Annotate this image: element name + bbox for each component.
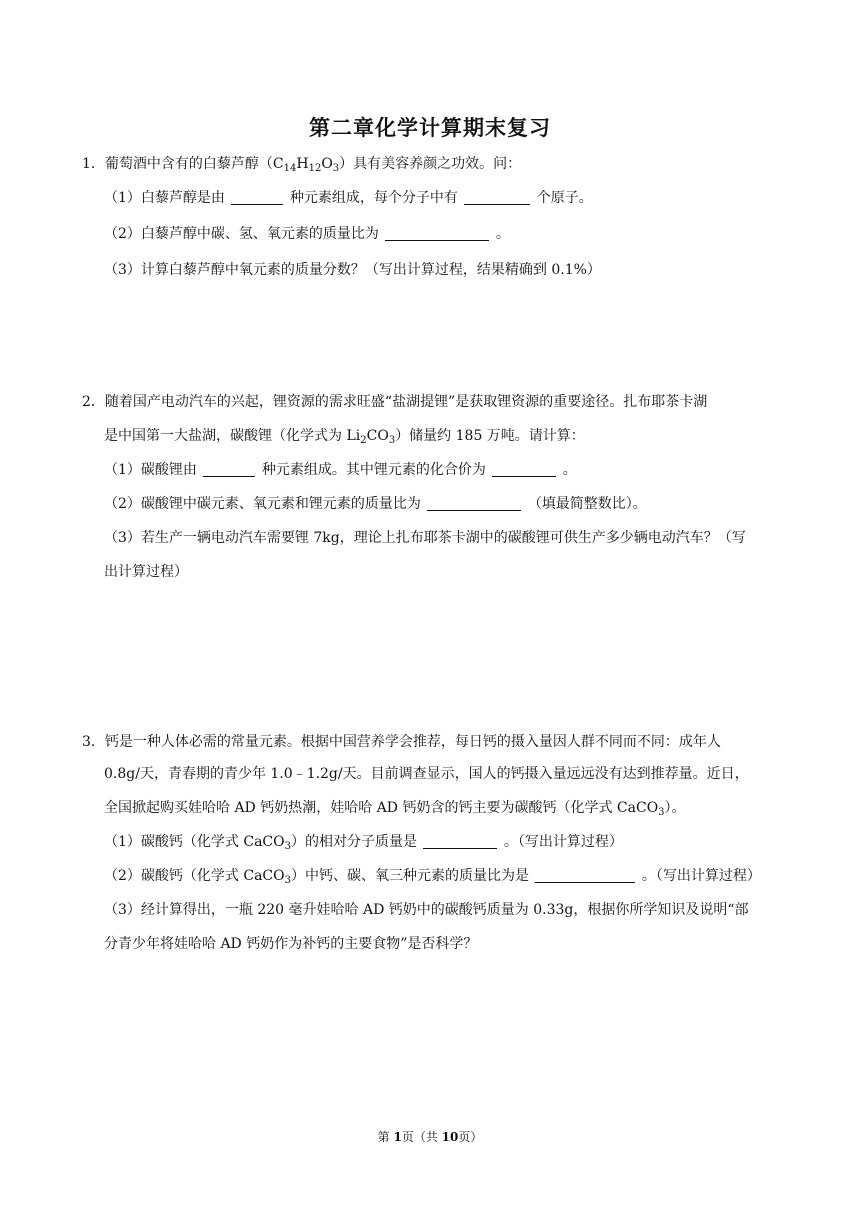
q3-part1: （1）碳酸钙（化学式 CaCO$_3$）的相对分子质量是 。（写出计算过程） — [104, 834, 623, 852]
q2-stem-line1: 2．随着国产电动汽车的兴起，锂资源的需求旺盛“盐湖提锂”是获取锂资源的重要途径。扎布耶茶卡湖 — [82, 394, 708, 410]
total-pages: 10 — [441, 1130, 459, 1144]
q2-part3-line1: （3）若生产一辆电动汽车需要锂 7kg，理论上扎布耶茶卡湖中的碳酸锂可供生产多少辆电动汽车？（写 — [104, 530, 746, 546]
current-page: 1 — [393, 1130, 402, 1144]
q2-blank-mass-ratio[interactable] — [427, 495, 521, 511]
q2-part2: （2）碳酸锂中碳元素、氧元素和锂元素的质量比为 （填最简整数比）。 — [104, 496, 647, 512]
q1-part3: （3）计算白藜芦醇中氧元素的质量分数？（写出计算过程，结果精确到 0.1%） — [104, 262, 601, 278]
q2-part1: （1）碳酸锂由 种元素组成。其中锂元素的化合价为 。 — [104, 462, 577, 478]
q3-part2: （2）碳酸钙（化学式 CaCO$_3$）中钙、碳、氧三种元素的质量比为是 。（写出计算过程） — [104, 868, 761, 886]
q1-blank-element-count[interactable] — [231, 189, 283, 205]
q3-blank-molar-mass[interactable] — [423, 833, 497, 849]
q3-part3-line1: （3）经计算得出，一瓶 220 毫升娃哈哈 AD 钙奶中的碳酸钙质量为 0.33g，根据你所学知识及说明“部 — [104, 902, 749, 918]
q1-part1: （1）白藜芦醇是由 种元素组成，每个分子中有 个原子。 — [104, 190, 593, 206]
q1-part2: （2）白藜芦醇中碳、氢、氧元素的质量比为 。 — [104, 226, 510, 242]
page-footer: 第 1页（共 10页） — [377, 1130, 483, 1144]
q3-blank-mass-ratio[interactable] — [535, 867, 635, 883]
q1-stem: 1．葡萄酒中含有的白藜芦醇$(C_{14}H_{12}O_3)$具有美容养颜之功效。问： — [82, 156, 522, 174]
page-title: 第二章化学计算期末复习 — [309, 115, 551, 140]
q2-part3-line2: 出计算过程） — [104, 564, 188, 580]
q2-blank-valence[interactable] — [492, 461, 556, 477]
q1-blank-atom-count[interactable] — [464, 189, 530, 205]
q3-stem-line3: 全国掀起购买娃哈哈 AD 钙奶热潮，娃哈哈 AD 钙奶含的钙主要为碳酸钙（化学式 CaCO$_3$）。 — [104, 800, 686, 818]
q3-part3-line2: 分青少年将娃哈哈 AD 钙奶作为补钙的主要食物”是否科学？ — [104, 936, 478, 952]
q1-blank-mass-ratio[interactable] — [385, 225, 489, 241]
q3-stem-line2: 0.8g/天，青春期的青少年 1.0﹣1.2g/天。目前调查显示，国人的钙摄入量远远没有达到推荐量。近日， — [104, 766, 749, 782]
q2-blank-element-count[interactable] — [203, 461, 255, 477]
q2-stem-line2: 是中国第一大盐湖，碳酸锂（化学式为 $Li_2CO_3$）储量约 185 万吨。请计算： — [104, 428, 585, 446]
q3-stem-line1: 3．钙是一种人体必需的常量元素。根据中国营养学会推荐，每日钙的摄入量因人群不同而不同：成年人 — [82, 734, 721, 750]
